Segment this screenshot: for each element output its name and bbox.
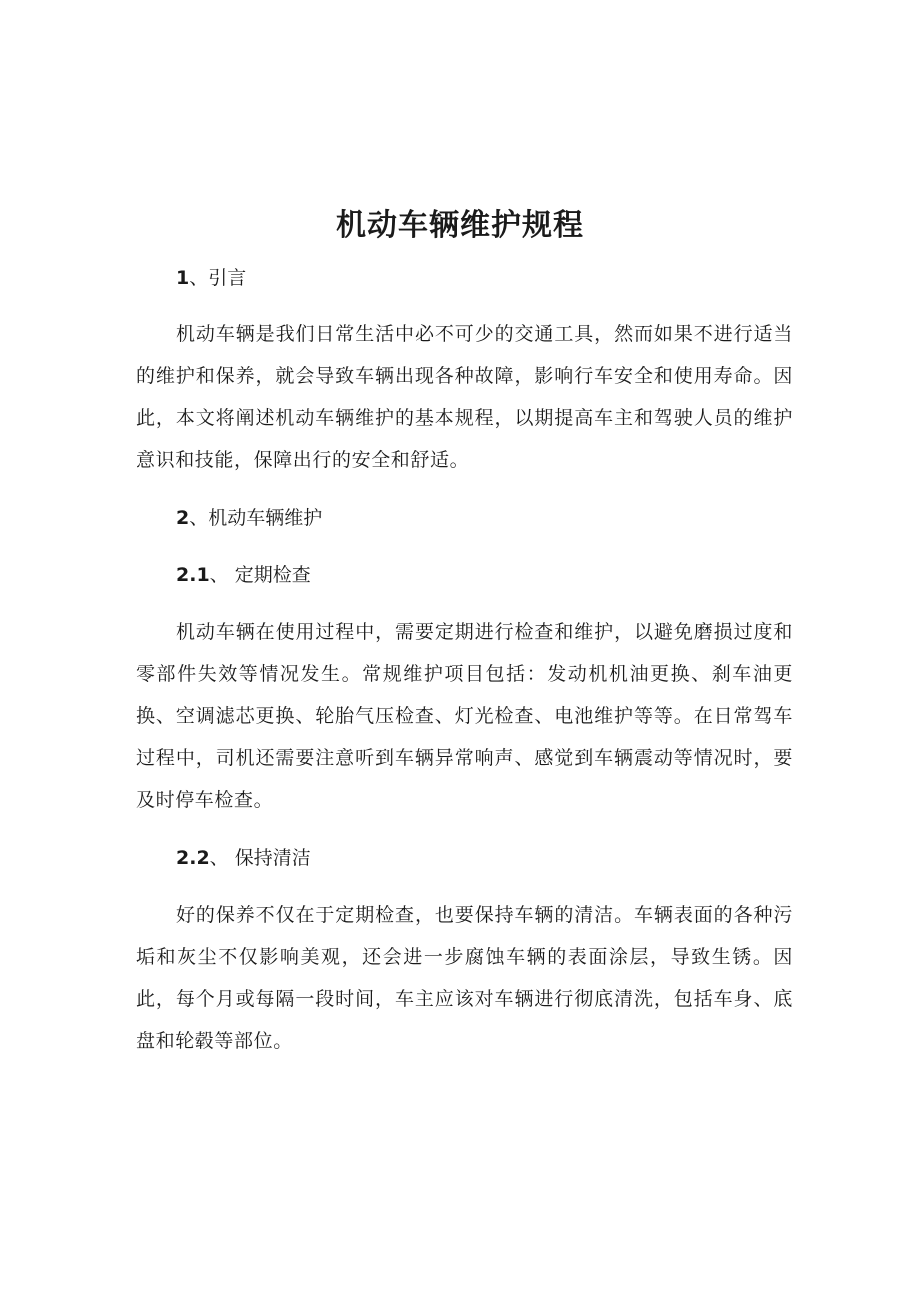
- section-paragraph-2-1: 机动车辆在使用过程中，需要定期进行检查和维护，以避免磨损过度和零部件失效等情况发生。常规维护项目包括：发动机机油更换、刹车油更换、空调滤芯更换、轮胎气压检查、灯光检查、电池维护等等。在日常驾车过程中，司机还需要注意听到车辆异常响声、感觉到车辆震动等情况时，要及时停车检查。: [136, 621, 793, 811]
- section-heading-2-2: [176, 844, 311, 872]
- section-separator: 、: [189, 507, 209, 529]
- section-heading-text: 保持清洁: [234, 847, 311, 869]
- section-separator: 、: [189, 267, 209, 289]
- section-paragraph-1: 机动车辆是我们日常生活中必不可少的交通工具，然而如果不进行适当的维护和保养，就会导致车辆出现各种故障，影响行车安全和使用寿命。因此，本文将阐述机动车辆维护的基本规程，以期提高车主和驾驶人员的维护意识和技能，保障出行的安全和舒适。: [136, 323, 793, 471]
- section-heading-text: 机动车辆维护: [208, 507, 323, 529]
- section-number: 2.1: [176, 564, 210, 586]
- section-heading-2: [176, 504, 322, 532]
- section-separator: 、: [209, 847, 229, 869]
- section-heading-2-1: [176, 561, 311, 589]
- section-number: 2.2: [176, 847, 210, 869]
- section-heading-text: 定期检查: [234, 564, 311, 586]
- section-heading-1: [176, 264, 246, 292]
- document-title: 机动车辆维护规程: [336, 208, 584, 243]
- section-heading-text: 引言: [208, 267, 247, 289]
- section-number: 1: [176, 267, 190, 289]
- section-paragraph-2-2: 好的保养不仅在于定期检查，也要保持车辆的清洁。车辆表面的各种污垢和灰尘不仅影响美观，还会进一步腐蚀车辆的表面涂层，导致生锈。因此，每个月或每隔一段时间，车主应该对车辆进行彻底清洗，包括车身、底盘和轮毂等部位。: [136, 904, 793, 1052]
- section-separator: 、: [209, 564, 229, 586]
- section-number: 2: [176, 507, 190, 529]
